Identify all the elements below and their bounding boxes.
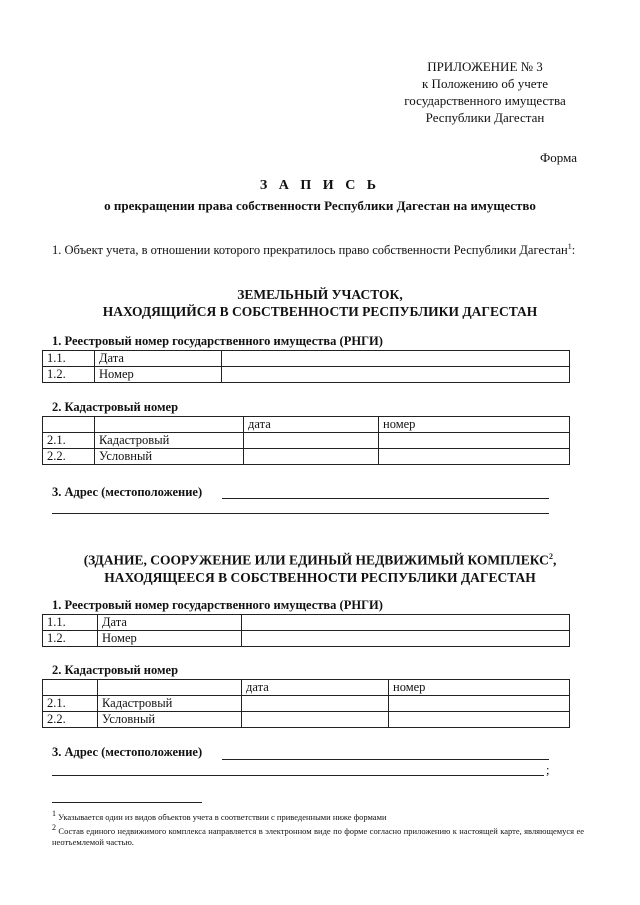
table-row [43,433,570,449]
object-description [52,238,584,259]
row-label: Номер [98,631,242,647]
table-row [43,351,570,367]
row-number: 2.2. [43,712,98,728]
table-row [43,367,570,383]
appendix-line: государственного имущества [404,93,566,108]
address-line[interactable] [52,775,544,776]
section2-address-label: 3. Адрес (местоположение) [52,745,203,759]
address-line[interactable] [222,759,549,760]
section1-rngi-heading: 1. Реестровый номер государственного имущества (РНГИ) [52,334,383,348]
footnote-text: Состав единого недвижимого комплекса направляется в электронном виде по форме согласно приложению к настоящей карте, являющемуся ее неотъемлемой частью. [52,825,585,847]
document-title: З А П И С Ь [259,178,381,193]
row-number: 2.1. [43,696,98,712]
table-row [43,712,570,728]
address-line[interactable] [52,513,549,514]
table-row [43,680,570,696]
value-cell[interactable] [242,631,570,647]
value-cell[interactable] [242,615,570,631]
footnote-mark: 2 [52,823,56,832]
footnote-ref: 2 [548,552,553,561]
table-row [43,631,570,647]
row-number: 1.2. [43,631,98,647]
header-blank [95,417,244,433]
section1-title-line1: ЗЕМЕЛЬНЫЙ УЧАСТОК, [237,287,403,302]
date-cell[interactable] [244,449,379,465]
section1-rngi-table [42,350,570,383]
row-label: Номер [95,367,222,383]
row-label: Условный [95,449,244,465]
value-cell[interactable] [222,367,570,383]
footnote-text: Указывается один из видов объектов учета в соответствии с приведенными ниже формами [58,811,387,822]
column-header-number: номер [389,680,570,696]
section2-cadastral-heading: 2. Кадастровый номер [52,663,179,677]
section1-cadastral-table [42,416,570,465]
section2-rngi-table [42,614,570,647]
row-label: Кадастровый [98,696,242,712]
date-cell[interactable] [242,696,389,712]
appendix-number: ПРИЛОЖЕНИЕ № 3 [427,59,543,74]
section2-title [40,548,600,586]
number-cell[interactable] [379,449,570,465]
row-number: 2.1. [43,433,95,449]
row-number: 1.2. [43,367,95,383]
column-header-date: дата [244,417,379,433]
footnote-mark: 1 [52,809,56,818]
header-blank [43,417,95,433]
row-label: Дата [98,615,242,631]
table-row [43,449,570,465]
footnote-2 [52,822,584,848]
address-semicolon: ; [546,763,550,777]
appendix-header [395,58,575,126]
footnote-divider [52,802,202,803]
section2-title-text: (ЗДАНИЕ, СООРУЖЕНИЕ ИЛИ ЕДИНЫЙ НЕДВИЖИМЫЙ КОМПЛЕКС [83,552,549,568]
date-cell[interactable] [242,712,389,728]
document-subtitle: о прекращении права собственности Республики Дагестан на имущество [104,198,536,213]
header-blank [98,680,242,696]
form-label: Форма [540,150,577,165]
appendix-line: к Положению об учете [421,76,549,91]
table-row [43,615,570,631]
address-line[interactable] [222,498,549,499]
appendix-line: Республики Дагестан [425,110,545,125]
section1-cadastral-heading: 2. Кадастровый номер [52,400,179,414]
footnote-ref: 1 [567,242,572,251]
row-number: 2.2. [43,449,95,465]
row-number: 1.1. [43,351,95,367]
row-label: Условный [98,712,242,728]
section2-rngi-heading: 1. Реестровый номер государственного имущества (РНГИ) [52,598,383,612]
header-blank [43,680,98,696]
row-label: Дата [95,351,222,367]
number-cell[interactable] [389,712,570,728]
section2-title-line1 [40,548,600,569]
section1-title-line2: НАХОДЯЩИЙСЯ В СОБСТВЕННОСТИ РЕСПУБЛИКИ ДАГЕСТАН [102,304,538,319]
section2-title-line2: НАХОДЯЩЕЕСЯ В СОБСТВЕННОСТИ РЕСПУБЛИКИ ДАГЕСТАН [104,569,536,585]
object-line-colon: : [571,243,576,258]
footnote-1 [52,808,584,823]
section1-address-label: 3. Адрес (местоположение) [52,485,203,499]
row-label: Кадастровый [95,433,244,449]
value-cell[interactable] [222,351,570,367]
number-cell[interactable] [389,696,570,712]
date-cell[interactable] [244,433,379,449]
section1-title [40,286,600,320]
number-cell[interactable] [379,433,570,449]
table-row [43,696,570,712]
section2-title-comma: , [552,552,557,568]
column-header-number: номер [379,417,570,433]
row-number: 1.1. [43,615,98,631]
object-line-text: 1. Объект учета, в отношении которого прекратилось право собственности Республики Дагестан [52,243,568,258]
table-row [43,417,570,433]
column-header-date: дата [242,680,389,696]
section2-cadastral-table [42,679,570,728]
